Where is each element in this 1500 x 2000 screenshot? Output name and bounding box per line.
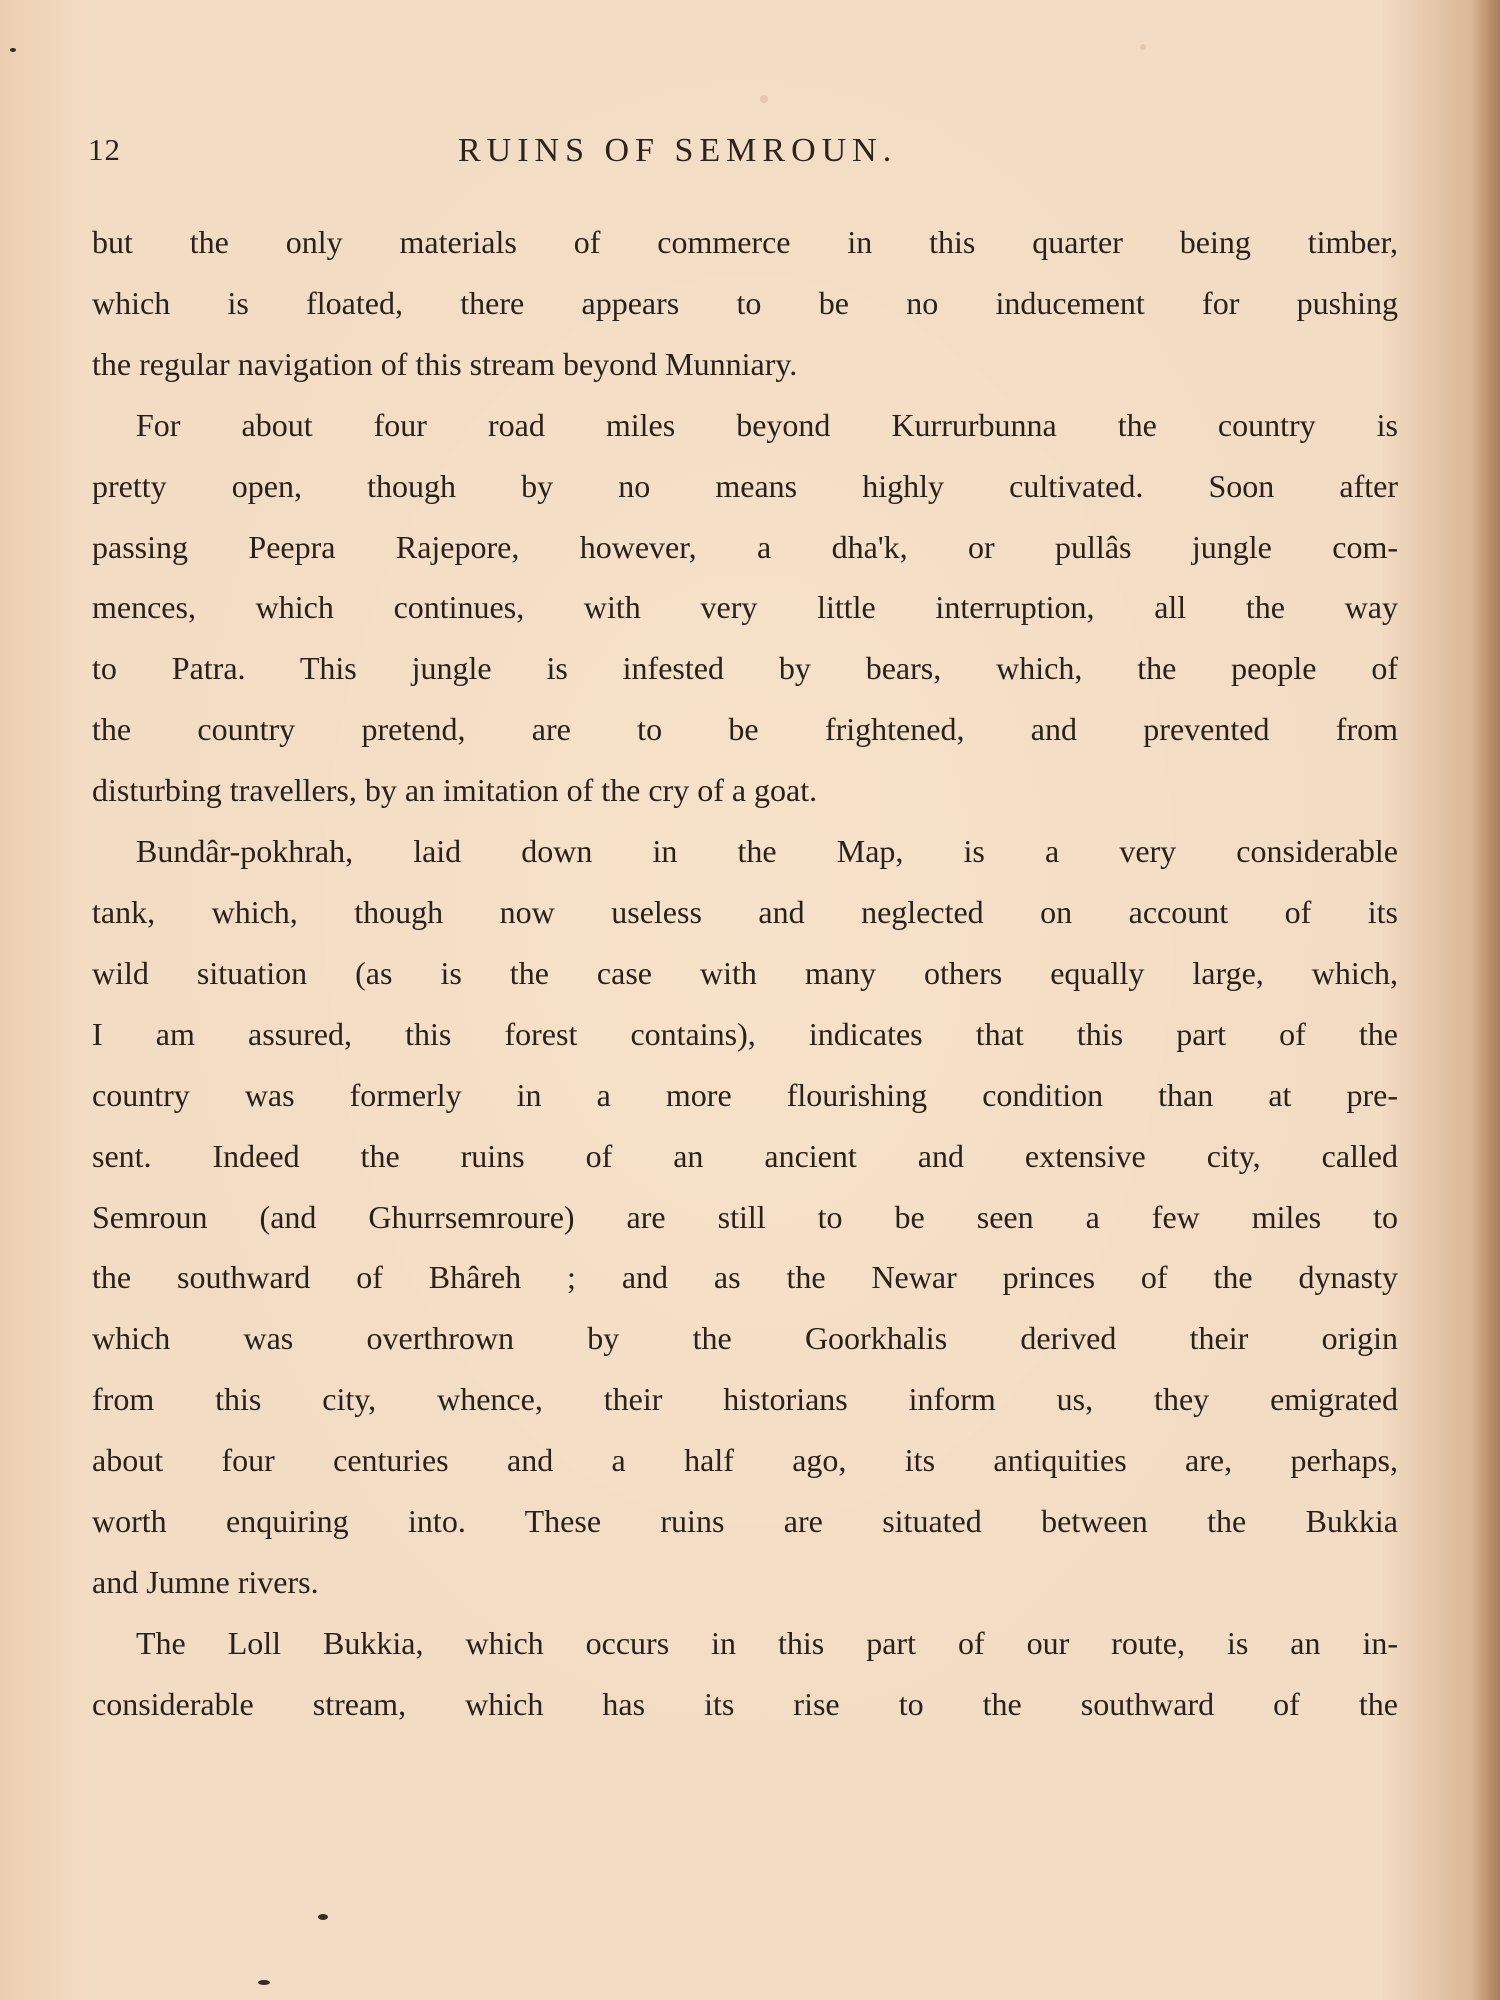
ink-speck	[258, 1980, 270, 1985]
text-line: which is floated, there appears to be no inducement for pushing	[92, 284, 1398, 321]
body-text	[92, 212, 1398, 1735]
text-line: mences, which continues, with very little interruption, all the way	[92, 589, 1398, 626]
text-line: which was overthrown by the Goorkhalis derived their origin	[92, 1320, 1398, 1357]
text-line: country was formerly in a more flourishing condition than at pre-	[92, 1076, 1398, 1113]
text-line: sent. Indeed the ruins of an ancient and extensive city, called	[92, 1137, 1398, 1174]
text-line: Semroun (and Ghurrsemroure) are still to be seen a few miles to	[92, 1198, 1398, 1235]
text-line: but the only materials of commerce in this quarter being timber,	[92, 224, 1398, 260]
text-line: about four centuries and a half ago, its antiquities are, perhaps,	[92, 1442, 1398, 1479]
text-line: wild situation (as is the case with many others equally large, which,	[92, 954, 1398, 991]
paper-stain	[760, 95, 768, 103]
text-line: the country pretend, are to be frightened, and prevented from	[92, 711, 1398, 748]
page-number: 12	[88, 132, 121, 167]
text-line: considerable stream, which has its rise to the southward of the	[92, 1685, 1398, 1722]
ink-speck	[10, 48, 16, 52]
text-line: and Jumne rivers.	[92, 1563, 319, 1600]
text-line: the regular navigation of this stream beyond Munniary.	[92, 345, 798, 382]
text-line: the southward of Bhâreh ; and as the Newar princes of the dynasty	[92, 1259, 1398, 1296]
text-line: to Patra. This jungle is infested by bears, which, the people of	[92, 650, 1398, 687]
text-line: pretty open, though by no means highly cultivated. Soon after	[92, 467, 1398, 504]
text-line: disturbing travellers, by an imitation of the cry of a goat.	[92, 772, 818, 809]
text-line: The Loll Bukkia, which occurs in this part of our route, is an in-	[136, 1624, 1398, 1661]
text-line: For about four road miles beyond Kurrurbunna the country is	[136, 406, 1398, 443]
page-header	[88, 132, 1400, 172]
ink-speck	[318, 1914, 328, 1920]
text-line: passing Peepra Rajepore, however, a dha'k, or pullâs jungle com-	[92, 528, 1398, 565]
text-line: I am assured, this forest contains), indicates that this part of the	[92, 1015, 1398, 1052]
running-head: RUINS OF SEMROUN.	[458, 132, 898, 169]
text-line: Bundâr-pokhrah, laid down in the Map, is a very considerable	[136, 833, 1398, 870]
text-line: from this city, whence, their historians inform us, they emigrated	[92, 1381, 1398, 1418]
page-gutter-shadow	[1472, 0, 1500, 2000]
text-line: tank, which, though now useless and neglected on account of its	[92, 893, 1398, 930]
text-line: worth enquiring into. These ruins are situated between the Bukkia	[92, 1503, 1398, 1540]
paper-stain	[1140, 44, 1146, 50]
